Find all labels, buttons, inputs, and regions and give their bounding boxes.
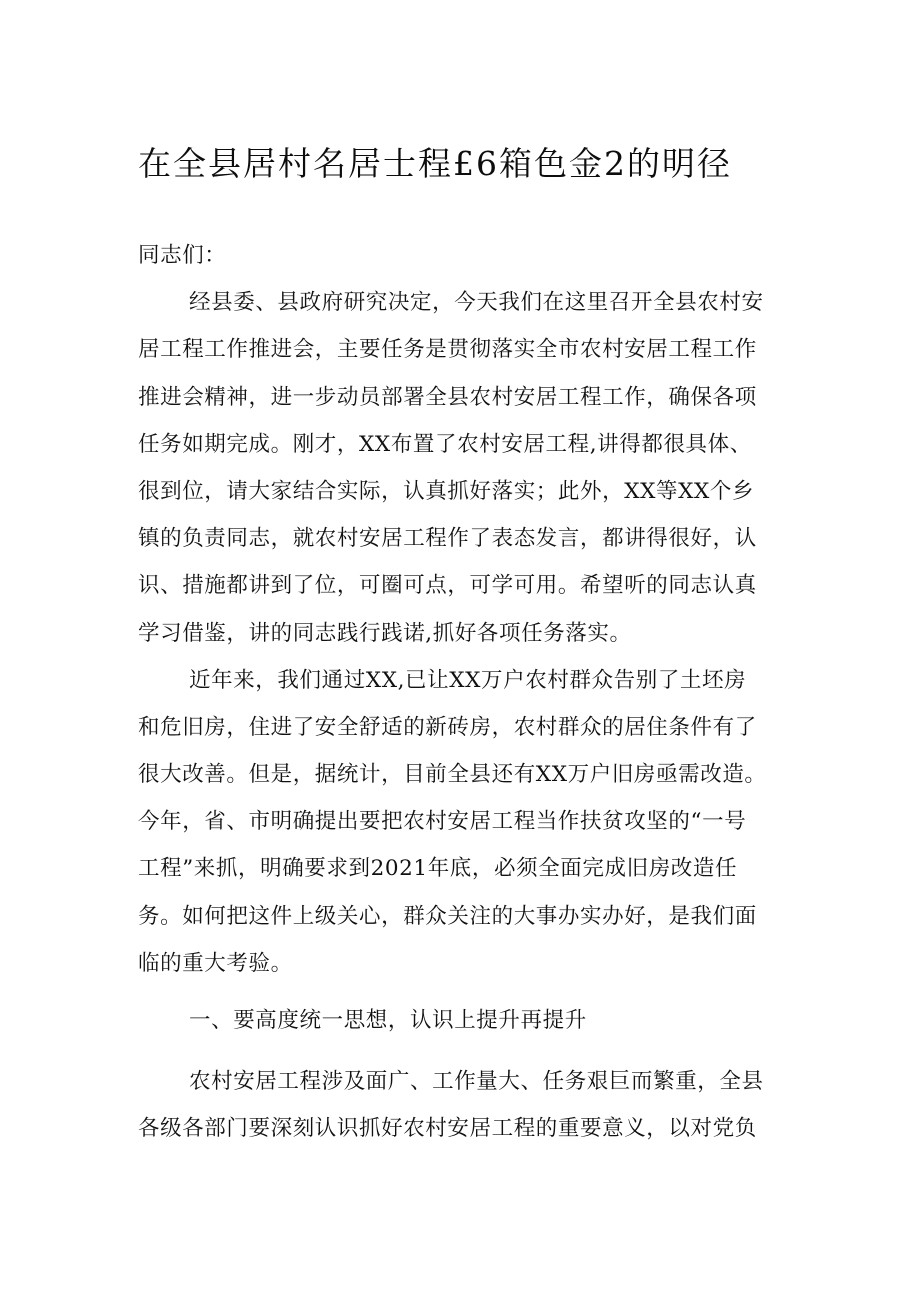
paragraph-line: 镇的负责同志，就农村安居工程作了表态发言，都讲得很好，认: [138, 526, 757, 552]
paragraph-line: 很到位，请大家结合实际，认真抓好落实；此外，XX等XX个乡: [138, 478, 755, 504]
paragraph-line: 经县委、县政府研究决定，今天我们在这里召开全县农村安: [189, 290, 764, 316]
paragraph-line: 很大改善。但是，据统计，目前全县还有XX万户旧房亟需改造。: [138, 762, 767, 788]
paragraph-line: 务。如何把这件上级关心，群众关注的大事办实办好，是我们面: [138, 903, 757, 929]
paragraph-line: 农村安居工程涉及面广、工作量大、任务艰巨而繁重，全县: [189, 1069, 764, 1095]
paragraph-line: 识、措施都讲到了位，可圈可点，可学可用。希望听的同志认真: [138, 573, 757, 599]
paragraph-line: 工程”来抓，明确要求到2021年底，必须全面完成旧房改造任: [138, 856, 738, 882]
paragraph-line: 今年，省、市明确提出要把农村安居工程当作扶贫攻坚的“一号: [138, 809, 747, 835]
paragraph-line: 任务如期完成。刚才，XX布置了农村安居工程,讲得都很具体、: [138, 431, 752, 457]
document-title: 在全县居村名居士程£6箱色金2的明径: [138, 144, 732, 183]
paragraph-2: [138, 657, 798, 987]
paragraph-line: 居工程工作推进会，主要任务是贯彻落实全市农村安居工程工作: [138, 337, 757, 363]
spacer: [138, 1044, 798, 1058]
section-heading: 一、要高度统一思想，认识上提升再提升: [189, 1008, 587, 1033]
spacer: [138, 987, 798, 997]
paragraph-line: 临的重大考验。: [138, 950, 293, 976]
salutation: 同志们：: [138, 243, 227, 268]
paragraph-line: 学习借鉴，讲的同志践行践诺,抓好各项任务落实。: [138, 620, 632, 646]
paragraph-line: 推进会精神，进一步动员部署全县农村安居工程工作，确保各项: [138, 384, 757, 410]
paragraph-line: 各级各部门要深刻认识抓好农村安居工程的重要意义，以对党负: [138, 1116, 757, 1142]
paragraph-3: [138, 1058, 798, 1152]
paragraph-1: [138, 279, 798, 657]
paragraph-line: 和危旧房，住进了安全舒适的新砖房，农村群众的居住条件有了: [138, 714, 757, 740]
paragraph-line: 近年来，我们通过XX,已让XX万户农村群众告别了土坯房: [189, 667, 747, 693]
document-body: [138, 232, 798, 1153]
